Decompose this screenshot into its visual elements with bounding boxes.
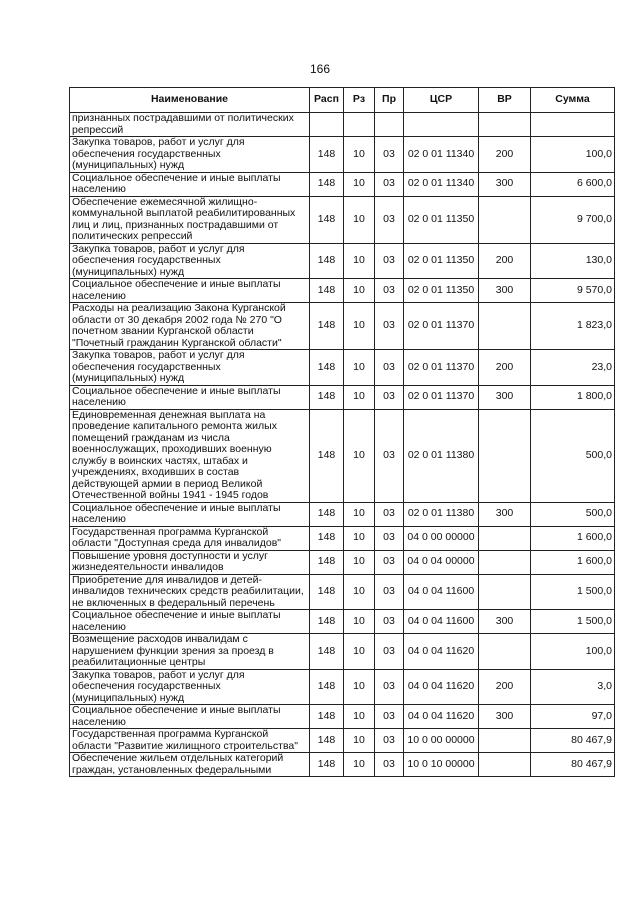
cell-pr: 03 <box>375 409 404 502</box>
cell-pr: 03 <box>375 243 404 279</box>
cell-rasp: 148 <box>310 502 344 526</box>
cell-rasp: 148 <box>310 729 344 753</box>
table-row <box>70 729 615 753</box>
table-row <box>70 574 615 610</box>
cell-rz: 10 <box>344 409 375 502</box>
cell-sum: 1 500,0 <box>531 574 615 610</box>
cell-name: признанных пострадавшими от политических репрессий <box>70 113 310 137</box>
table-row <box>70 172 615 196</box>
page-number: 166 <box>309 62 331 76</box>
cell-csr: 02 0 01 11370 <box>404 385 479 409</box>
cell-sum: 100,0 <box>531 634 615 670</box>
cell-vr <box>479 113 531 137</box>
cell-rz: 10 <box>344 753 375 777</box>
cell-vr: 300 <box>479 279 531 303</box>
header-sum: Сумма <box>531 88 615 113</box>
cell-csr: 04 0 04 11600 <box>404 574 479 610</box>
cell-vr: 200 <box>479 669 531 705</box>
cell-csr <box>404 113 479 137</box>
cell-csr: 04 0 04 11600 <box>404 610 479 634</box>
cell-pr: 03 <box>375 196 404 243</box>
cell-rasp: 148 <box>310 409 344 502</box>
cell-csr: 02 0 01 11370 <box>404 350 479 386</box>
cell-vr: 300 <box>479 705 531 729</box>
cell-pr: 03 <box>375 729 404 753</box>
cell-rz: 10 <box>344 669 375 705</box>
cell-rasp: 148 <box>310 243 344 279</box>
cell-name: Возмещение расходов инвалидам с нарушением функции зрения за проезд в реабилитационные центры <box>70 634 310 670</box>
cell-rz: 10 <box>344 705 375 729</box>
cell-vr: 300 <box>479 172 531 196</box>
cell-rasp: 148 <box>310 385 344 409</box>
cell-sum: 100,0 <box>531 137 615 173</box>
cell-name: Единовременная денежная выплата на проведение капитального ремонта жилых помещений гражданам из числа военнослужащих, проходивших военную службу в воинских частях, штабах и учреждениях, входивших в состав действующей армии в период Великой Отечественной войны 1941 - 1945 годов <box>70 409 310 502</box>
cell-name: Социальное обеспечение и иные выплаты населению <box>70 502 310 526</box>
cell-csr: 02 0 01 11380 <box>404 502 479 526</box>
cell-rz: 10 <box>344 279 375 303</box>
cell-csr: 04 0 04 11620 <box>404 705 479 729</box>
cell-vr <box>479 196 531 243</box>
cell-sum: 1 500,0 <box>531 610 615 634</box>
cell-pr: 03 <box>375 172 404 196</box>
cell-rasp: 148 <box>310 196 344 243</box>
table-row <box>70 113 615 137</box>
cell-rz: 10 <box>344 172 375 196</box>
cell-csr: 02 0 01 11380 <box>404 409 479 502</box>
cell-vr: 300 <box>479 502 531 526</box>
table-row <box>70 350 615 386</box>
cell-rz: 10 <box>344 385 375 409</box>
table-row <box>70 196 615 243</box>
cell-rz: 10 <box>344 350 375 386</box>
cell-vr: 300 <box>479 610 531 634</box>
cell-sum: 1 600,0 <box>531 550 615 574</box>
table-row <box>70 753 615 777</box>
cell-sum: 1 800,0 <box>531 385 615 409</box>
cell-csr: 02 0 01 11340 <box>404 137 479 173</box>
table-row <box>70 610 615 634</box>
cell-rasp: 148 <box>310 634 344 670</box>
cell-rz <box>344 113 375 137</box>
cell-vr <box>479 550 531 574</box>
cell-pr: 03 <box>375 279 404 303</box>
cell-name: Закупка товаров, работ и услуг для обеспечения государственных (муниципальных) нужд <box>70 137 310 173</box>
cell-pr: 03 <box>375 753 404 777</box>
cell-pr: 03 <box>375 385 404 409</box>
cell-rz: 10 <box>344 729 375 753</box>
cell-vr: 200 <box>479 137 531 173</box>
cell-name: Приобретение для инвалидов и детей-инвалидов технических средств реабилитации, не включенных в федеральный перечень <box>70 574 310 610</box>
cell-pr: 03 <box>375 705 404 729</box>
cell-sum: 1 600,0 <box>531 526 615 550</box>
header-rz: Рз <box>344 88 375 113</box>
cell-rz: 10 <box>344 196 375 243</box>
table-row <box>70 409 615 502</box>
header-vr: ВР <box>479 88 531 113</box>
table-row <box>70 385 615 409</box>
cell-pr: 03 <box>375 350 404 386</box>
cell-csr: 02 0 01 11370 <box>404 303 479 350</box>
cell-pr: 03 <box>375 634 404 670</box>
cell-name: Закупка товаров, работ и услуг для обеспечения государственных (муниципальных) нужд <box>70 243 310 279</box>
cell-vr <box>479 574 531 610</box>
cell-name: Государственная программа Курганской области "Доступная среда для инвалидов" <box>70 526 310 550</box>
cell-rz: 10 <box>344 634 375 670</box>
header-pr: Пр <box>375 88 404 113</box>
cell-name: Закупка товаров, работ и услуг для обеспечения государственных (муниципальных) нужд <box>70 350 310 386</box>
cell-sum: 23,0 <box>531 350 615 386</box>
cell-csr: 02 0 01 11340 <box>404 172 479 196</box>
cell-rz: 10 <box>344 243 375 279</box>
cell-rasp <box>310 113 344 137</box>
cell-name: Расходы на реализацию Закона Курганской области от 30 декабря 2002 года № 270 "О почетном звании Курганской области "Почетный гражданин Курганской области" <box>70 303 310 350</box>
cell-sum: 6 600,0 <box>531 172 615 196</box>
cell-vr: 200 <box>479 243 531 279</box>
cell-pr: 03 <box>375 669 404 705</box>
cell-sum: 80 467,9 <box>531 753 615 777</box>
cell-name: Повышение уровня доступности и услуг жизнедеятельности инвалидов <box>70 550 310 574</box>
cell-rasp: 148 <box>310 172 344 196</box>
cell-sum: 9 570,0 <box>531 279 615 303</box>
cell-rasp: 148 <box>310 574 344 610</box>
cell-name: Закупка товаров, работ и услуг для обеспечения государственных (муниципальных) нужд <box>70 669 310 705</box>
cell-rasp: 148 <box>310 303 344 350</box>
cell-rz: 10 <box>344 303 375 350</box>
cell-name: Социальное обеспечение и иные выплаты населению <box>70 385 310 409</box>
cell-rasp: 148 <box>310 350 344 386</box>
budget-table <box>69 87 615 777</box>
cell-vr: 200 <box>479 350 531 386</box>
cell-rasp: 148 <box>310 279 344 303</box>
cell-name: Государственная программа Курганской области "Развитие жилищного строительства" <box>70 729 310 753</box>
cell-csr: 04 0 04 00000 <box>404 550 479 574</box>
header-row <box>70 88 615 113</box>
cell-vr <box>479 409 531 502</box>
cell-pr: 03 <box>375 574 404 610</box>
cell-pr: 03 <box>375 137 404 173</box>
cell-csr: 04 0 04 11620 <box>404 669 479 705</box>
cell-sum: 3,0 <box>531 669 615 705</box>
cell-name: Социальное обеспечение и иные выплаты населению <box>70 610 310 634</box>
cell-rasp: 148 <box>310 137 344 173</box>
cell-sum: 80 467,9 <box>531 729 615 753</box>
cell-rasp: 148 <box>310 669 344 705</box>
header-name: Наименование <box>70 88 310 113</box>
cell-rasp: 148 <box>310 550 344 574</box>
cell-rz: 10 <box>344 610 375 634</box>
cell-csr: 10 0 10 00000 <box>404 753 479 777</box>
table-row <box>70 669 615 705</box>
table-row <box>70 303 615 350</box>
cell-pr: 03 <box>375 502 404 526</box>
cell-rz: 10 <box>344 137 375 173</box>
table-header <box>70 88 615 113</box>
table-row <box>70 634 615 670</box>
table-row <box>70 526 615 550</box>
cell-sum <box>531 113 615 137</box>
cell-csr: 10 0 00 00000 <box>404 729 479 753</box>
table-row <box>70 502 615 526</box>
cell-name: Социальное обеспечение и иные выплаты населению <box>70 279 310 303</box>
cell-sum: 1 823,0 <box>531 303 615 350</box>
cell-rasp: 148 <box>310 705 344 729</box>
cell-rz: 10 <box>344 526 375 550</box>
cell-csr: 02 0 01 11350 <box>404 196 479 243</box>
cell-name: Социальное обеспечение и иные выплаты населению <box>70 172 310 196</box>
cell-sum: 500,0 <box>531 409 615 502</box>
table-row <box>70 550 615 574</box>
cell-name: Обеспечение жильем отдельных категорий граждан, установленных федеральными <box>70 753 310 777</box>
cell-rz: 10 <box>344 574 375 610</box>
cell-rz: 10 <box>344 502 375 526</box>
cell-name: Социальное обеспечение и иные выплаты населению <box>70 705 310 729</box>
cell-rz: 10 <box>344 550 375 574</box>
cell-pr: 03 <box>375 303 404 350</box>
table-body <box>70 113 615 777</box>
cell-sum: 97,0 <box>531 705 615 729</box>
table-row <box>70 279 615 303</box>
cell-vr <box>479 526 531 550</box>
cell-pr: 03 <box>375 526 404 550</box>
table-row <box>70 705 615 729</box>
cell-pr: 03 <box>375 550 404 574</box>
cell-vr <box>479 303 531 350</box>
cell-rasp: 148 <box>310 753 344 777</box>
cell-vr <box>479 729 531 753</box>
cell-csr: 04 0 00 00000 <box>404 526 479 550</box>
cell-name: Обеспечение ежемесячной жилищно-коммунальной выплатой реабилитированных лиц и лиц, признанных пострадавшими от политических репрессий <box>70 196 310 243</box>
header-csr: ЦСР <box>404 88 479 113</box>
header-rasp: Расп <box>310 88 344 113</box>
cell-csr: 02 0 01 11350 <box>404 243 479 279</box>
cell-rasp: 148 <box>310 526 344 550</box>
cell-pr <box>375 113 404 137</box>
cell-vr <box>479 634 531 670</box>
cell-vr <box>479 753 531 777</box>
cell-csr: 04 0 04 11620 <box>404 634 479 670</box>
cell-sum: 130,0 <box>531 243 615 279</box>
cell-pr: 03 <box>375 610 404 634</box>
table-row <box>70 243 615 279</box>
cell-sum: 500,0 <box>531 502 615 526</box>
table-row <box>70 137 615 173</box>
cell-sum: 9 700,0 <box>531 196 615 243</box>
cell-rasp: 148 <box>310 610 344 634</box>
cell-vr: 300 <box>479 385 531 409</box>
cell-csr: 02 0 01 11350 <box>404 279 479 303</box>
